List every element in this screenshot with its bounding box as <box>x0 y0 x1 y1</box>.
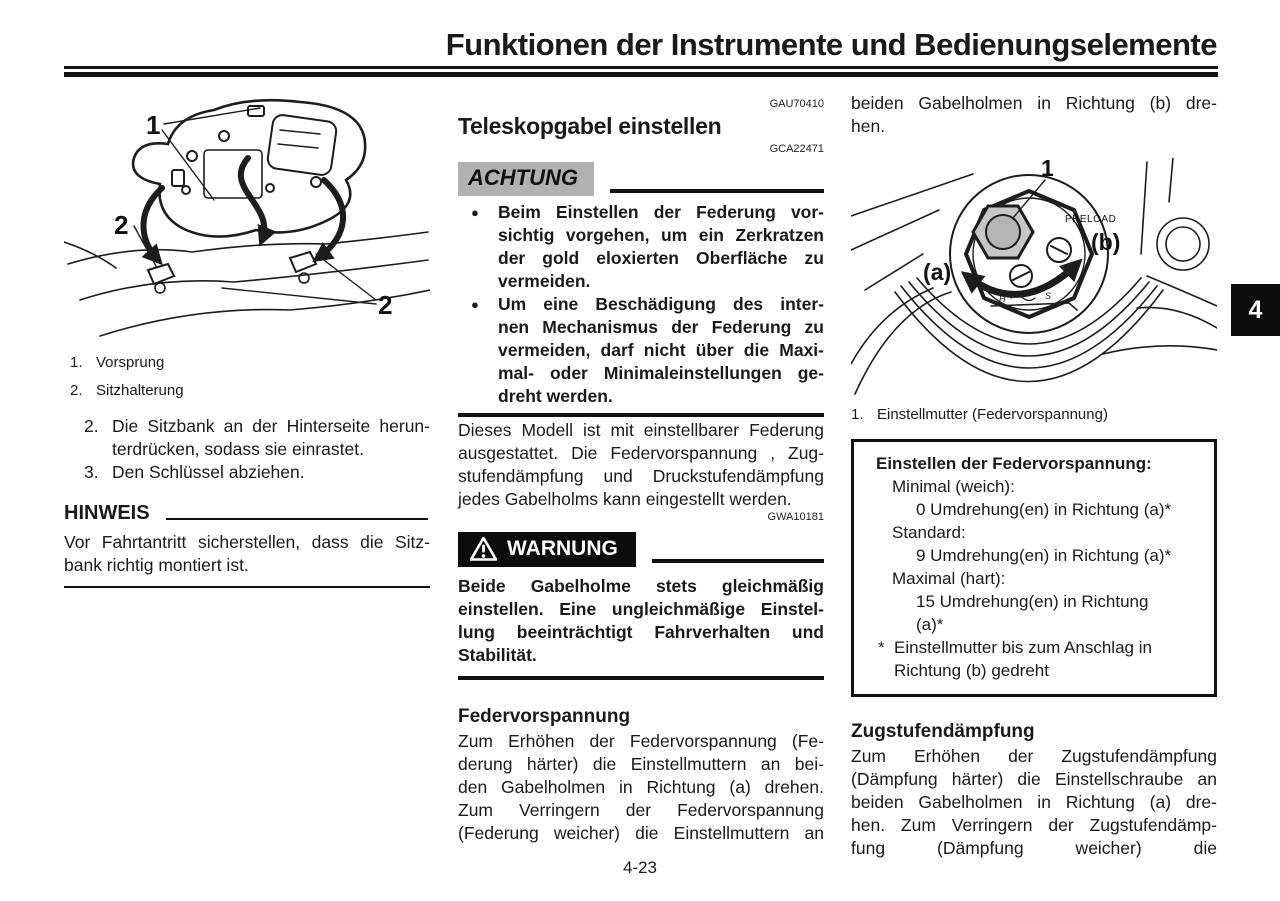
caution-text: Um eine Beschädigung des inter- nen Mechanismus der Federung zu vermeiden, darf nicht über die Maxi- mal- oder Minimaleinstellungen ge- dreht werden. <box>498 294 824 406</box>
caption-item <box>64 382 430 399</box>
spec-value: 9 Umdrehung(en) in Richtung (a)* <box>916 546 1172 565</box>
step-item <box>64 415 430 461</box>
hard-marking: H <box>999 294 1006 304</box>
rebound-heading: Zugstufendämpfung <box>851 721 1035 742</box>
warning-paragraph: Beide Gabelholme stets gleichmäßig einstellen. Eine ungleichmäßige Einstel- lung beeinträchtigt Fahrverhalten und Stabilität. <box>458 576 824 665</box>
figure-caption-list <box>64 354 430 399</box>
warning-triangle-icon <box>470 537 497 561</box>
bullet-icon: ● <box>471 205 479 220</box>
caption-item <box>64 354 430 371</box>
reference-code: GWA10181 <box>767 511 824 523</box>
callout-2-right: 2 <box>378 290 393 320</box>
caption-number: 1. <box>70 354 83 371</box>
instruction-steps <box>64 415 430 484</box>
page-title: Funktionen der Instrumente und Bedienungselemente <box>445 27 1217 62</box>
caption-text: Sitzhalterung <box>96 382 184 399</box>
left-column <box>64 92 430 588</box>
warnung-rule <box>652 559 824 563</box>
spec-label: Standard: <box>892 523 966 542</box>
footnote-text: Einstellmutter bis zum Anschlag in Richtung (b) gedreht <box>894 638 1152 680</box>
fork-preload-figure <box>851 158 1217 396</box>
reference-code: GAU70410 <box>769 98 824 110</box>
warnung-label: WARNUNG <box>507 537 618 560</box>
direction-b-label: (b) <box>1091 229 1121 255</box>
warnung-banner <box>458 529 824 567</box>
step-text: Den Schlüssel abziehen. <box>112 462 305 482</box>
chapter-tab: 4 <box>1231 284 1280 336</box>
step-number: 2. <box>84 416 99 436</box>
callout-2-left: 2 <box>114 210 129 240</box>
spec-title: Einstellen der Federvorspannung: <box>876 454 1152 473</box>
rebound-paragraph: Zum Erhöhen der Zugstufendämpfung (Dämpfung härter) die Einstellschraube an beiden Gabelholmen in Richtung (a) dre- hen. Zum Verringern der Zugstufendämp- fung (Dämpfung weicher) die <box>851 746 1217 858</box>
continuation-paragraph: beiden Gabelholmen in Richtung (b) dre- hen. <box>851 93 1217 136</box>
hinweis-section <box>64 502 430 588</box>
warnung-label-box <box>458 532 636 567</box>
spec-footnote <box>866 636 1202 682</box>
middle-column <box>458 92 824 845</box>
step-item <box>64 461 430 484</box>
spec-value: 15 Umdrehung(en) in Richtung (a)* <box>916 592 1149 634</box>
section-title: Teleskopgabel einstellen <box>458 113 722 139</box>
page-number: 4-23 <box>622 858 658 877</box>
caution-item <box>458 293 824 408</box>
hinweis-body: Vor Fahrtantritt sicherstellen, dass die Sitz- bank richtig montiert ist. <box>64 532 430 575</box>
direction-a-label: (a) <box>923 259 952 285</box>
header-rule-bottom <box>64 72 1218 77</box>
caution-text: Beim Einstellen der Federung vor- sichtig vorgehen, um ein Zerkratzen der gold eloxierten Oberfläche zu vermeiden. <box>498 202 824 291</box>
section-rule <box>458 676 824 680</box>
caption-text: Einstellmutter (Federvorspannung) <box>877 406 1108 423</box>
caption-text: Vorsprung <box>96 354 165 371</box>
preload-heading: Federvorspannung <box>458 706 631 727</box>
hinweis-header <box>64 502 430 524</box>
caution-item <box>458 201 824 293</box>
footnote-marker: * <box>878 638 885 657</box>
preload-paragraph: Zum Erhöhen der Federvorspannung (Fe- derung härter) die Einstellmuttern an bei- den Gabelholmen in Richtung (a) drehen. Zum Verringern der Federvorspannung (Federung weicher) die Einstellmuttern an <box>458 731 824 843</box>
reference-code: GCA22471 <box>769 143 824 155</box>
turn-direction-arrow <box>967 264 1077 294</box>
seat-removal-figure <box>64 92 430 342</box>
step-number: 3. <box>84 462 99 482</box>
achtung-rule <box>610 189 824 193</box>
header-rule-top <box>64 66 1218 69</box>
caption-number: 1. <box>851 406 864 423</box>
preload-spec-box <box>851 439 1217 697</box>
achtung-banner <box>458 160 824 196</box>
spec-label: Minimal (weich): <box>892 477 1015 496</box>
soft-marking: S <box>1045 291 1052 301</box>
callout-1: 1 <box>1041 158 1054 181</box>
bullet-icon: ● <box>471 297 479 312</box>
hinweis-title: HINWEIS <box>64 502 150 524</box>
section-rule <box>458 413 824 417</box>
caution-list <box>458 201 824 408</box>
step-text: Die Sitzbank an der Hinterseite herun- terdrücken, sodass sie einrastet. <box>112 416 430 459</box>
callout-1: 1 <box>146 110 161 140</box>
spec-label: Maximal (hart): <box>892 569 1006 588</box>
hinweis-bottom-rule <box>64 586 430 588</box>
hinweis-rule <box>166 518 428 520</box>
figure-caption <box>851 406 1217 423</box>
achtung-label: ACHTUNG <box>458 162 594 196</box>
spec-value: 0 Umdrehung(en) in Richtung (a)* <box>916 500 1172 519</box>
preload-marking: PRELOAD <box>1065 214 1117 225</box>
caption-number: 2. <box>70 382 83 399</box>
right-column <box>851 92 1217 860</box>
intro-paragraph: Dieses Modell ist mit einstellbarer Federung ausgestattet. Die Federvorspannung , Zug- stufendämpfung und Druckstufendämpfung jedes Gabelholms kann eingestellt werden. <box>458 420 824 509</box>
